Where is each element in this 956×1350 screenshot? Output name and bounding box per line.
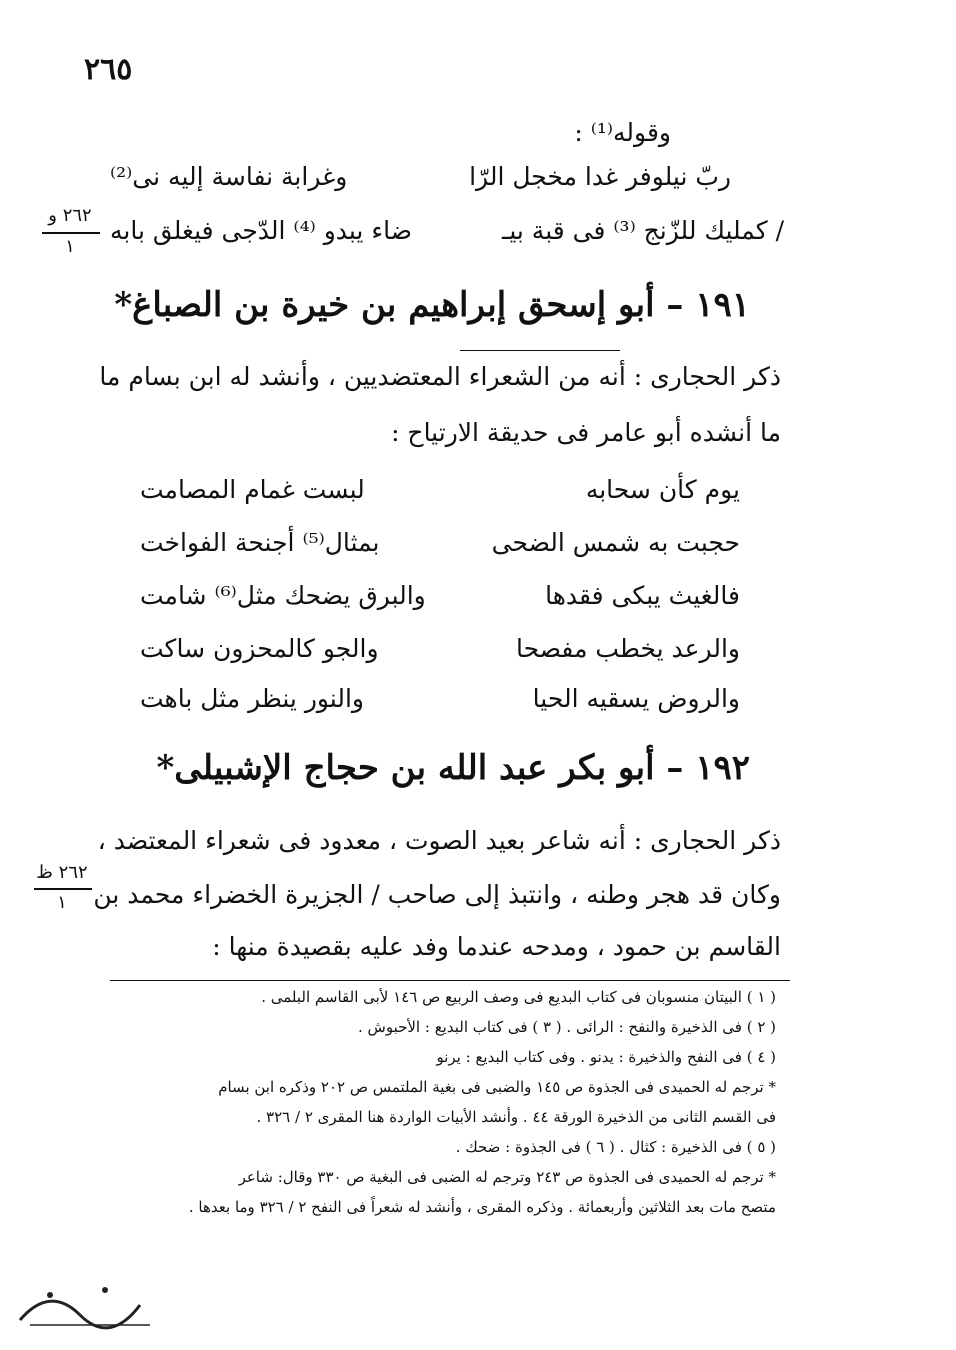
verse-hemistich-right: والرعد يخطب مفصحا	[516, 634, 740, 663]
margin-ref1-top: ٢٦٢ و	[48, 205, 92, 226]
entry192-line2: وكان قد هجر وطنه ، وانتبذ إلى صاحب / الجزيرة الخضراء محمد بن	[93, 880, 781, 909]
poem1-line2-right: ضاء يبدو ⁽⁴⁾ الدّجى فيغلق بابه	[110, 216, 412, 245]
verse-row	[140, 634, 740, 678]
margin-ref2-top: ٢٦٢ ظ	[36, 862, 88, 883]
publisher-logo	[10, 1265, 170, 1335]
entry192-heading: ١٩٢ – أبو بكر عبد الله بن حجاج الإشبيلى*	[156, 748, 750, 788]
footnote-line: فى القسم الثانى من الذخيرة الورقة ٤٤ . وأنشد الأبيات الواردة هنا المقرى ٢ / ٣٢٦ .	[256, 1108, 776, 1126]
verse-hemistich-right: فالغيث يبكى فقدها	[545, 581, 740, 610]
footnote-separator	[110, 980, 790, 981]
verse-hemistich-left: لبست غمام المصامت	[140, 475, 365, 504]
margin-ref1-bottom: ١	[65, 236, 75, 257]
verse-hemistich-left: والجو كالمحزون ساكت	[140, 634, 379, 663]
footnote-line: متصح مات بعد الثلاثين وأربعمائة . وذكره المقرى ، وأنشد له شعراً فى النفح ٢ / ٣٢٦ وما بعدها .	[188, 1198, 776, 1216]
entry192-line1: ذكر الحجارى : أنه شاعر بعيد الصوت ، معدود فى شعراء المعتضد ،	[97, 826, 781, 855]
verse-hemistich-left: والبرق يضحك مثل⁽⁶⁾ شامت	[140, 581, 426, 610]
footnote-line: ( ١ ) البيتان منسوبان فى كتاب البديع فى وصف الربيع ص ١٤٦ لأبى القاسم البلمى .	[261, 988, 776, 1006]
footnote-line: ( ٤ ) فى النفح والذخيرة : يدنو . وفى كتاب البديع : يرنو	[436, 1048, 776, 1066]
entry192-line3: القاسم بن حمود ، ومدحه عندما وفد عليه بقصيدة منها :	[212, 932, 781, 961]
footnote-line: * ترجم له الحميدى فى الجذوة ص ٢٤٣ وترجم له الضبى فى البغية ص ٣٣٠ وقال: شاعر	[238, 1168, 776, 1186]
verse-row	[140, 581, 740, 625]
poem1-line1-left: ربّ نيلوفر غدا مخجل الرّا	[469, 162, 731, 191]
entry191-line2: ما أنشده أبو عامر فى حديقة الارتياح :	[391, 418, 781, 447]
intro-label: وقوله⁽¹⁾ :	[574, 118, 671, 147]
footnote-line: ( ٢ ) فى الذخيرة والنفح : الرائى . ( ٣ ) فى كتاب البديع : الأحبوش .	[357, 1018, 776, 1036]
margin-ref2-rule	[34, 888, 92, 890]
page-number: ٢٦٥	[84, 52, 133, 87]
verse-hemistich-left: والنور ينظر مثل باهت	[140, 684, 364, 713]
verse-hemistich-right: يوم كأن سحابه	[585, 475, 740, 504]
poem1-line2-left: / كمليك للزّنج ⁽³⁾ فى قبة بيـ	[502, 216, 784, 245]
verse-hemistich-right: حجبت به شمس الضحى	[491, 528, 740, 557]
verse-row	[140, 684, 740, 728]
footnote-line: ( ٥ ) فى الذخيرة : كثال . ( ٦ ) فى الجذوة : ضحك .	[455, 1138, 776, 1156]
verse-row	[140, 528, 740, 572]
poem1-line1-right: وغرابة نفاسة إليه نى⁽²⁾	[110, 162, 348, 191]
heading191-underline	[460, 350, 620, 351]
margin-ref1-rule	[42, 232, 100, 234]
verse-row	[140, 475, 740, 519]
verse-hemistich-left: بمثال⁽⁵⁾ أجنحة الفواخت	[140, 528, 380, 557]
entry191-line1: ذكر الحجارى : أنه من الشعراء المعتضديين ، وأنشد له ابن بسام ما	[99, 362, 781, 391]
footnote-line: * ترجم له الحميدى فى الجذوة ص ١٤٥ والضبى فى بغية الملتمس ص ٢٠٢ وذكره ابن بسام	[218, 1078, 776, 1096]
verse-hemistich-right: والروض يسقيه الحيا	[532, 684, 740, 713]
entry191-heading: ١٩١ – أبو إسحق إبراهيم بن خيرة بن الصباغ*	[114, 285, 750, 325]
margin-ref2-bottom: ١	[57, 892, 67, 913]
